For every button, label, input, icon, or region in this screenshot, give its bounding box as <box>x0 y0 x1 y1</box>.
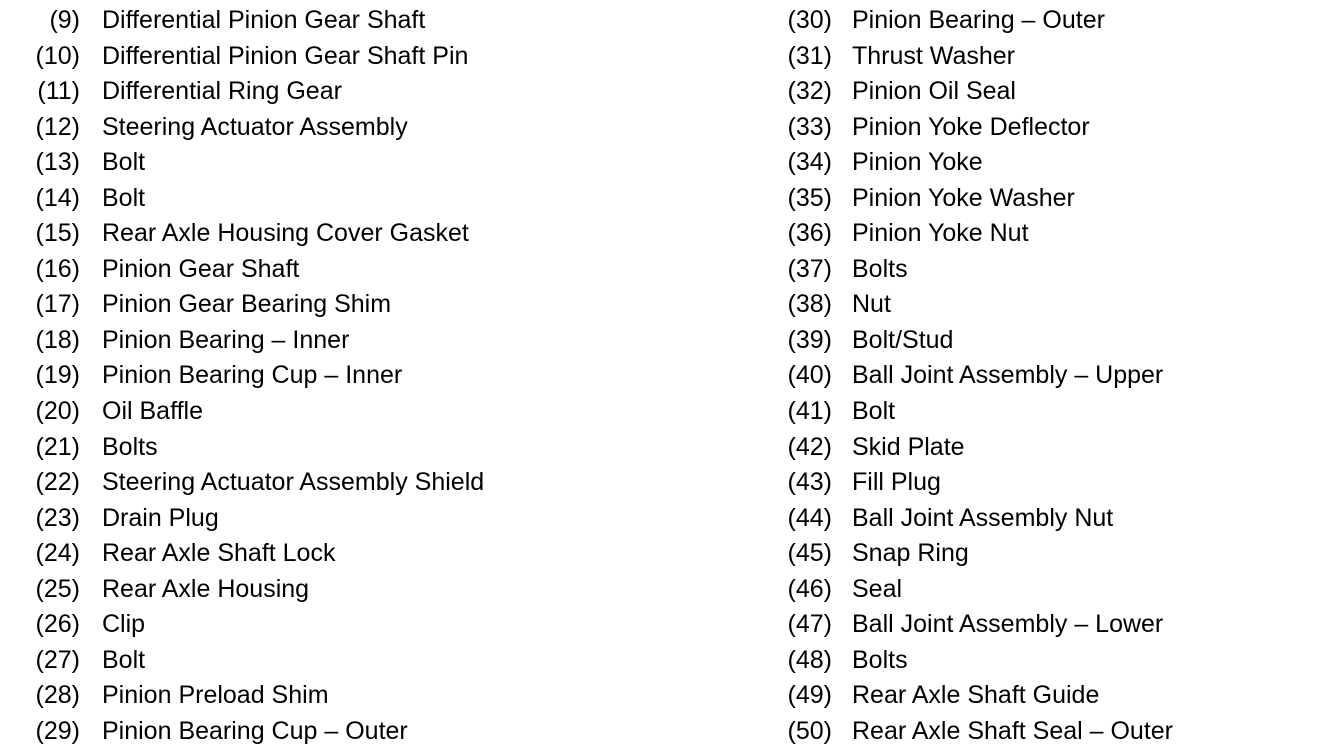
legend-item-number-box <box>752 110 832 146</box>
legend-item-number: (25) <box>35 574 80 603</box>
legend-item-number-box <box>0 607 80 643</box>
legend-item-label: Seal <box>852 574 903 603</box>
legend-item-number: (29) <box>35 716 80 745</box>
legend-item-label: Nut <box>852 290 891 319</box>
legend-item-label: Skid Plate <box>852 432 965 461</box>
legend-item-number-box <box>752 358 832 394</box>
legend-item-label: Steering Actuator Assembly <box>102 112 408 141</box>
legend-item-label: Pinion Yoke Deflector <box>852 112 1090 141</box>
legend-item-number: (9) <box>49 6 80 34</box>
legend-item-number: (22) <box>35 468 80 497</box>
legend-item-number: (23) <box>35 503 80 532</box>
legend-item-number-box <box>752 3 832 39</box>
legend-item-number: (30) <box>787 6 832 34</box>
legend-item-label: Bolts <box>852 254 908 283</box>
legend-item-label: Differential Ring Gear <box>102 77 342 106</box>
legend-item-number: (44) <box>787 503 832 532</box>
legend-item-number-box <box>752 287 832 323</box>
legend-item-label: Pinion Bearing – Outer <box>852 6 1105 34</box>
legend-item-number: (27) <box>35 645 80 674</box>
legend-item-number: (42) <box>787 432 832 461</box>
legend-item-label: Ball Joint Assembly Nut <box>852 503 1114 532</box>
legend-item-number: (10) <box>35 41 80 70</box>
legend-item-label: Rear Axle Housing Cover Gasket <box>102 219 469 248</box>
legend-item-number: (38) <box>787 290 832 319</box>
legend-item-number: (31) <box>787 41 832 70</box>
legend-item-number-box <box>752 394 832 430</box>
legend-item-number-box <box>752 39 832 75</box>
legend-item-number: (19) <box>35 361 80 390</box>
legend-item-number: (24) <box>35 539 80 568</box>
legend-item-number-box <box>752 323 832 359</box>
legend-item-label: Pinion Gear Bearing Shim <box>102 290 392 319</box>
legend-item-number-box <box>0 572 80 608</box>
legend-item-number: (40) <box>787 361 832 390</box>
legend-item-number: (37) <box>787 254 832 283</box>
legend-item-number: (48) <box>787 645 832 674</box>
legend-item-label: Pinion Yoke <box>852 148 983 177</box>
legend-item-number-box <box>0 643 80 679</box>
legend-item-label: Rear Axle Shaft Lock <box>102 539 336 568</box>
legend-item-number-box <box>0 216 80 252</box>
legend-item-label: Pinion Bearing Cup – Inner <box>102 361 403 390</box>
legend-item-number: (46) <box>787 574 832 603</box>
legend-item-number-box <box>752 643 832 679</box>
legend-item-number: (45) <box>787 539 832 568</box>
legend-item-number-box <box>752 465 832 501</box>
legend-item-label: Ball Joint Assembly – Upper <box>852 361 1164 390</box>
legend-item-label: Thrust Washer <box>852 41 1016 70</box>
legend-item-label: Differential Pinion Gear Shaft Pin <box>102 41 469 70</box>
legend-item-number-box <box>0 39 80 75</box>
legend-item-label: Rear Axle Shaft Guide <box>852 681 1100 710</box>
legend-item-number-box <box>0 181 80 217</box>
legend-item-label: Bolt <box>852 397 896 426</box>
legend-item-label: Bolt <box>102 183 146 212</box>
legend-item-label: Rear Axle Shaft Seal – Outer <box>852 716 1174 745</box>
legend-item-number-box <box>0 430 80 466</box>
legend-item-number-box <box>752 536 832 572</box>
legend-item-number: (28) <box>35 681 80 710</box>
legend-item-label: Oil Baffle <box>102 397 203 426</box>
legend-item-number-box <box>0 714 80 750</box>
legend-item-label: Snap Ring <box>852 539 969 568</box>
legend-item-number: (39) <box>787 325 832 354</box>
legend-item-number-box <box>0 74 80 110</box>
legend-item-number: (21) <box>35 432 80 461</box>
legend-item-number: (33) <box>787 112 832 141</box>
legend-item-number: (41) <box>787 397 832 426</box>
legend-item-label: Bolt/Stud <box>852 325 954 354</box>
legend-item-number-box <box>0 110 80 146</box>
legend-item-number-box <box>0 536 80 572</box>
legend-item-number: (32) <box>787 77 832 106</box>
legend-item-number-box <box>0 287 80 323</box>
legend-item-number-box <box>0 358 80 394</box>
legend-item-number: (20) <box>35 397 80 426</box>
legend-item-number-box <box>0 394 80 430</box>
legend-item-label: Pinion Yoke Nut <box>852 219 1029 248</box>
legend-item-number: (15) <box>35 219 80 248</box>
legend-item-number-box <box>752 216 832 252</box>
legend-item-label: Bolts <box>102 432 158 461</box>
legend-item-number: (17) <box>35 290 80 319</box>
legend-item-number: (13) <box>35 148 80 177</box>
legend-item-number: (49) <box>787 681 832 710</box>
legend-item-label: Steering Actuator Assembly Shield <box>102 468 485 497</box>
legend-item-number: (35) <box>787 183 832 212</box>
legend-item-number-box <box>752 430 832 466</box>
legend-item-label: Pinion Gear Shaft <box>102 254 300 283</box>
legend-item-number: (16) <box>35 254 80 283</box>
legend-item-number: (34) <box>787 148 832 177</box>
legend-item-label: Pinion Oil Seal <box>852 77 1016 106</box>
legend-item-number: (12) <box>35 112 80 141</box>
legend-item-number-box <box>752 181 832 217</box>
legend-item-label: Bolt <box>102 148 146 177</box>
legend-item-number-box <box>0 3 80 39</box>
legend-item-label: Differential Pinion Gear Shaft <box>102 6 426 34</box>
legend-item-label: Bolts <box>852 645 908 674</box>
legend-item-label: Pinion Bearing – Inner <box>102 325 350 354</box>
legend-item-label: Fill Plug <box>852 468 941 497</box>
legend-item-label: Ball Joint Assembly – Lower <box>852 610 1164 639</box>
legend-item-number-box <box>752 572 832 608</box>
legend-item-label: Bolt <box>102 645 146 674</box>
legend-item-label: Drain Plug <box>102 503 219 532</box>
legend-item-number-box <box>0 252 80 288</box>
legend-item-label: Rear Axle Housing <box>102 574 310 603</box>
legend-item-label: Clip <box>102 610 146 639</box>
legend-item-number-box <box>0 678 80 714</box>
legend-item-number: (18) <box>35 325 80 354</box>
legend-item-number: (14) <box>35 183 80 212</box>
legend-item-number-box <box>0 465 80 501</box>
legend-item-number-box <box>752 252 832 288</box>
legend-item-label: Pinion Preload Shim <box>102 681 329 710</box>
legend-item-number: (11) <box>37 77 80 106</box>
legend-item-label: Pinion Bearing Cup – Outer <box>102 716 408 745</box>
legend-item-number-box <box>752 501 832 537</box>
legend-item-number-box <box>752 74 832 110</box>
legend-item-number-box <box>752 145 832 181</box>
legend-item-number-box <box>752 678 832 714</box>
legend-item-number: (36) <box>787 219 832 248</box>
legend-item-number-box <box>752 714 832 750</box>
legend-item-number: (47) <box>787 610 832 639</box>
legend-item-number-box <box>0 145 80 181</box>
legend-item-number: (50) <box>787 716 832 745</box>
legend-item-number: (43) <box>787 468 832 497</box>
legend-item-number-box <box>0 323 80 359</box>
legend-item-number-box <box>752 607 832 643</box>
legend-item-number-box <box>0 501 80 537</box>
legend-item-number: (26) <box>35 610 80 639</box>
legend-item-label: Pinion Yoke Washer <box>852 183 1075 212</box>
